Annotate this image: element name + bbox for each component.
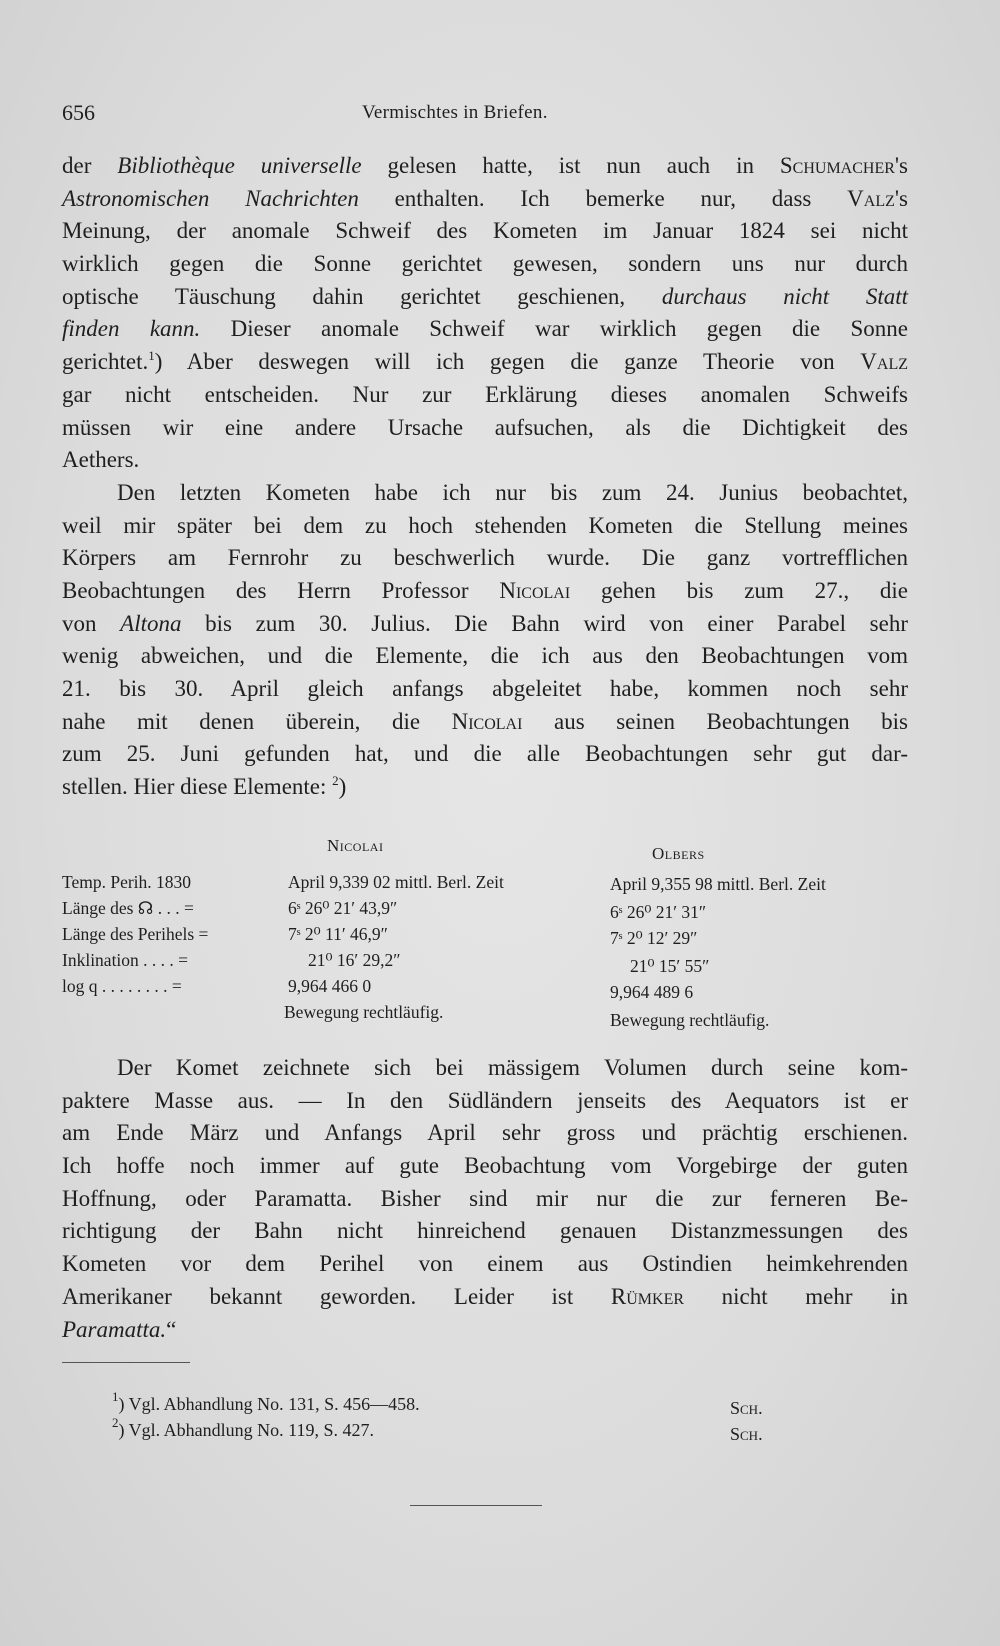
footnote-ref[interactable]: 2 xyxy=(332,773,339,789)
text-line: von Altona bis zum 30. Julius. Die Bahn wird von einer Parabel sehr xyxy=(62,610,908,636)
cell-olbers: 7ˢ 2⁰ 12′ 29″ xyxy=(610,928,698,948)
text-line: gar nicht entscheiden. Nur zur Erklärung dieses anomalen Schweifs xyxy=(62,381,908,407)
text-line: gerichtet.$^1$) Aber deswegen will ich gegen die ganze Theorie von Valz xyxy=(62,348,908,375)
row-label: Länge des Perihels = xyxy=(62,924,209,944)
page-header xyxy=(62,100,908,130)
running-title: Vermischtes in Briefen. xyxy=(362,102,548,123)
page-number: 656 xyxy=(62,100,95,125)
text-line: stellen. Hier diese Elemente: $^2$) xyxy=(62,773,347,800)
cell-nicolai: 7ˢ 2⁰ 11′ 46,9″ xyxy=(288,924,388,944)
text-line: Der Komet zeichnete sich bei mässigem Volumen durch seine kom- xyxy=(117,1055,908,1080)
body-text-upper xyxy=(62,150,908,804)
footnote-signature: Sch. xyxy=(730,1424,763,1444)
text-line: zum 25. Juni gefunden hat, und die alle Beobachtungen sehr gut dar- xyxy=(62,741,908,767)
text-line: Hoffnung, oder Paramatta. Bisher sind mir nur die zur ferneren Be- xyxy=(62,1185,908,1211)
cell-olbers: 9,964 489 6 xyxy=(610,982,694,1002)
column-header-olbers: Olbers xyxy=(652,844,705,863)
row-label: log q . . . . . . . . = xyxy=(62,976,182,996)
text-line: weil mir später bei dem zu hoch stehenden Kometen die Stellung meines xyxy=(62,512,908,538)
footnote-text: ) Vgl. Abhandlung No. 119, S. 427. xyxy=(118,1420,375,1440)
footnote-divider xyxy=(62,1362,190,1363)
footnote-mark: 1 xyxy=(112,1389,119,1404)
cell-nicolai: 21⁰ 16′ 29,2″ xyxy=(308,950,401,970)
body-text-lower xyxy=(62,1052,908,1346)
text-line: müssen wir eine andere Ursache aufsuchen, als die Dichtigkeit des xyxy=(62,414,908,440)
text-line: Meinung, der anomale Schweif des Kometen im Januar 1824 sei nicht xyxy=(62,218,908,244)
row-label: Temp. Perih. 1830 xyxy=(62,872,192,892)
text-line: wirklich gegen die Sonne gerichtet gewesen, sondern uns nur durch xyxy=(62,251,908,277)
text-line: Kometen vor dem Perihel von einem aus Ostindien heimkehrenden xyxy=(62,1251,908,1277)
motion-note-nicolai: Bewegung rechtläufig. xyxy=(284,1002,444,1022)
cell-olbers: April 9,355 98 mittl. Berl. Zeit xyxy=(610,874,826,894)
text-line: der Bibliothèque universelle gelesen hatte, ist nun auch in Schumacher's xyxy=(62,153,909,178)
footnote-item xyxy=(112,1417,812,1443)
text-line: Amerikaner bekannt geworden. Leider ist Rümker nicht mehr in xyxy=(62,1283,908,1309)
row-label: Inklination . . . . = xyxy=(62,950,189,970)
text-line: Körpers am Fernrohr zu beschwerlich wurde. Die ganz vortrefflichen xyxy=(62,545,908,571)
text-line: Ich hoffe noch immer auf gute Beobachtung vom Vorgebirge der guten xyxy=(62,1153,908,1179)
text-line: optische Täuschung dahin gerichtet geschienen, durchaus nicht Statt xyxy=(62,283,908,309)
cell-olbers: 6ˢ 26⁰ 21′ 31″ xyxy=(610,902,707,922)
cell-nicolai: 9,964 466 0 xyxy=(288,976,372,996)
text-line: finden kann. Dieser anomale Schweif war wirklich gegen die Sonne xyxy=(62,316,908,342)
end-rule xyxy=(410,1505,542,1506)
text-line: nahe mit denen überein, die Nicolai aus seinen Beobachtungen bis xyxy=(62,708,908,734)
cell-olbers: 21⁰ 15′ 55″ xyxy=(630,956,710,976)
text-line: Beobachtungen des Herrn Professor Nicolai gehen bis zum 27., die xyxy=(62,577,908,603)
cell-nicolai: 6ˢ 26⁰ 21′ 43,9″ xyxy=(288,898,398,918)
footnote-ref[interactable]: 1 xyxy=(148,348,155,364)
motion-note-olbers: Bewegung rechtläufig. xyxy=(610,1010,770,1030)
text-line: paktere Masse aus. — In den Südländern jenseits des Aequators ist er xyxy=(62,1087,908,1113)
text-line: 21. bis 30. April gleich anfangs abgeleitet habe, kommen noch sehr xyxy=(62,676,908,701)
text-line: wenig abweichen, und die Elemente, die ich aus den Beobachtungen vom xyxy=(62,643,908,669)
column-header-nicolai: Nicolai xyxy=(327,836,384,855)
text-line: Den letzten Kometen habe ich nur bis zum 24. Junius beobachtet, xyxy=(117,479,908,505)
orbital-elements-table xyxy=(62,836,908,1036)
text-line: Paramatta.“ xyxy=(62,1316,177,1342)
footnote-mark: 2 xyxy=(112,1415,119,1430)
text-line: am Ende März und Anfangs April sehr gross und prächtig erschienen. xyxy=(62,1120,908,1146)
footnote-signature: Sch. xyxy=(730,1398,763,1418)
cell-nicolai: April 9,339 02 mittl. Berl. Zeit xyxy=(288,872,504,892)
row-label: Länge des ☊ . . . = xyxy=(62,898,194,918)
text-line: richtigung der Bahn nicht hinreichend genauen Distanzmessungen des xyxy=(62,1218,908,1244)
footnote-text: ) Vgl. Abhandlung No. 131, S. 456—458. xyxy=(118,1394,420,1414)
footnotes xyxy=(112,1391,812,1443)
text-line: Aethers. xyxy=(62,447,140,473)
text-line: Astronomischen Nachrichten enthalten. Ich bemerke nur, dass Valz's xyxy=(62,185,908,211)
footnote-item xyxy=(112,1391,812,1417)
